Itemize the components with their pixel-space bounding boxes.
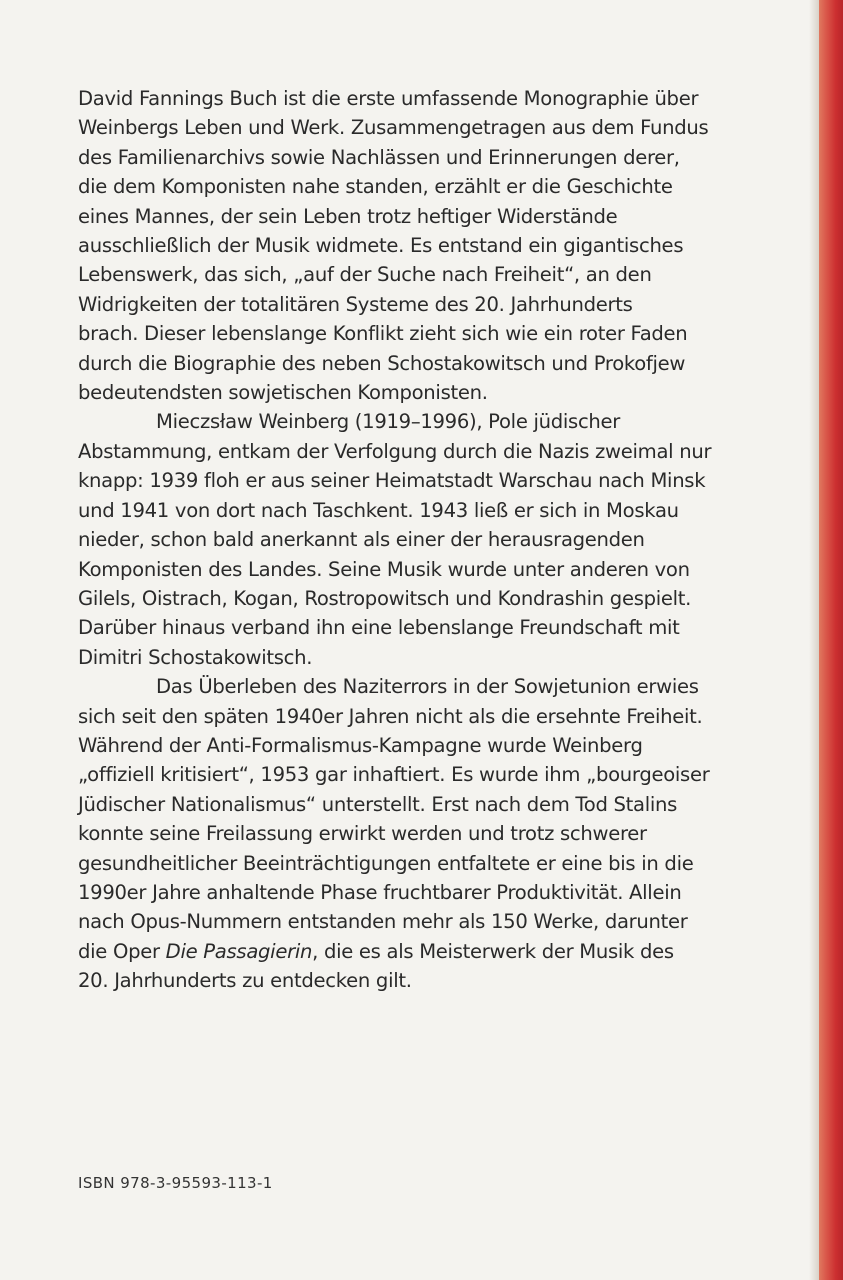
text-line: bedeutendsten sowjetischen Komponisten. <box>78 381 488 405</box>
text-line: die dem Komponisten nahe standen, erzählt er die Geschichte <box>78 175 673 199</box>
text-line: Abstammung, entkam der Verfolgung durch die Nazis zweimal nur <box>78 439 712 463</box>
text-line: ausschließlich der Musik widmete. Es entstand ein gigantisches <box>78 234 684 258</box>
text-line: durch die Biographie des neben Schostakowitsch und Prokofjew <box>78 351 686 375</box>
text-line: Lebenswerk, das sich, „auf der Suche nach Freiheit“, an den <box>78 263 652 287</box>
text-line: 1990er Jahre anhaltende Phase fruchtbarer Produktivität. Allein <box>78 880 682 904</box>
red-spine-edge <box>819 0 843 1280</box>
text-line: David Fannings Buch ist die erste umfassende Monographie über <box>78 87 699 110</box>
text-line: Mieczsław Weinberg (1919–1996), Pole jüdischer <box>156 410 621 434</box>
paragraph-3 <box>78 672 718 995</box>
text-line-with-title <box>78 937 718 966</box>
text-line: Weinbergs Leben und Werk. Zusammengetragen aus dem Fundus <box>78 116 709 140</box>
paragraph-2 <box>78 407 718 672</box>
blurb-text <box>78 84 718 996</box>
text-line: gesundheitlicher Beeinträchtigungen entfaltete er eine bis in die <box>78 851 694 875</box>
spine-shadow <box>809 0 819 1280</box>
opera-title: Die Passagierin <box>165 939 313 963</box>
text-line: Widrigkeiten der totalitären Systeme des 20. Jahrhunderts <box>78 292 633 316</box>
paragraph-1 <box>78 84 718 407</box>
text-line: nach Opus-Nummern entstanden mehr als 150 Werke, darunter <box>78 910 688 934</box>
text-line: des Familienarchivs sowie Nachlässen und Erinnerungen derer, <box>78 145 680 169</box>
text-line: und 1941 von dort nach Taschkent. 1943 ließ er sich in Moskau <box>78 498 679 522</box>
text-line: knapp: 1939 floh er aus seiner Heimatstadt Warschau nach Minsk <box>78 469 706 493</box>
text-line: Darüber hinaus verband ihn eine lebenslange Freundschaft mit <box>78 616 680 640</box>
isbn-number: ISBN 978-3-95593-113-1 <box>78 1174 273 1192</box>
text-line: Dimitri Schostakowitsch. <box>78 645 313 669</box>
text-line: nieder, schon bald anerkannt als einer der herausragenden <box>78 528 645 552</box>
text-line: eines Mannes, der sein Leben trotz heftiger Widerstände <box>78 204 618 228</box>
text-line: Das Überleben des Naziterrors in der Sowjetunion erwies <box>156 675 699 699</box>
text-line: Jüdischer Nationalismus“ unterstellt. Erst nach dem Tod Stalins <box>78 792 678 816</box>
text-segment: , die es als Meisterwerk der Musik des <box>312 939 674 963</box>
text-line: Gilels, Oistrach, Kogan, Rostropowitsch und Kondrashin gespielt. <box>78 586 692 610</box>
text-line: konnte seine Freilassung erwirkt werden und trotz schwerer <box>78 822 647 846</box>
text-line: brach. Dieser lebenslange Konflikt zieht sich wie ein roter Faden <box>78 322 688 346</box>
text-line: Komponisten des Landes. Seine Musik wurde unter anderen von <box>78 557 690 581</box>
text-line: sich seit den späten 1940er Jahren nicht als die ersehnte Freiheit. <box>78 704 703 728</box>
text-segment: die Oper <box>78 939 166 963</box>
text-line: „offiziell kritisiert“, 1953 gar inhaftiert. Es wurde ihm „bourgeoiser <box>78 763 710 787</box>
text-line: Während der Anti-Formalismus-Kampagne wurde Weinberg <box>78 733 643 757</box>
text-line: 20. Jahrhunderts zu entdecken gilt. <box>78 969 412 993</box>
